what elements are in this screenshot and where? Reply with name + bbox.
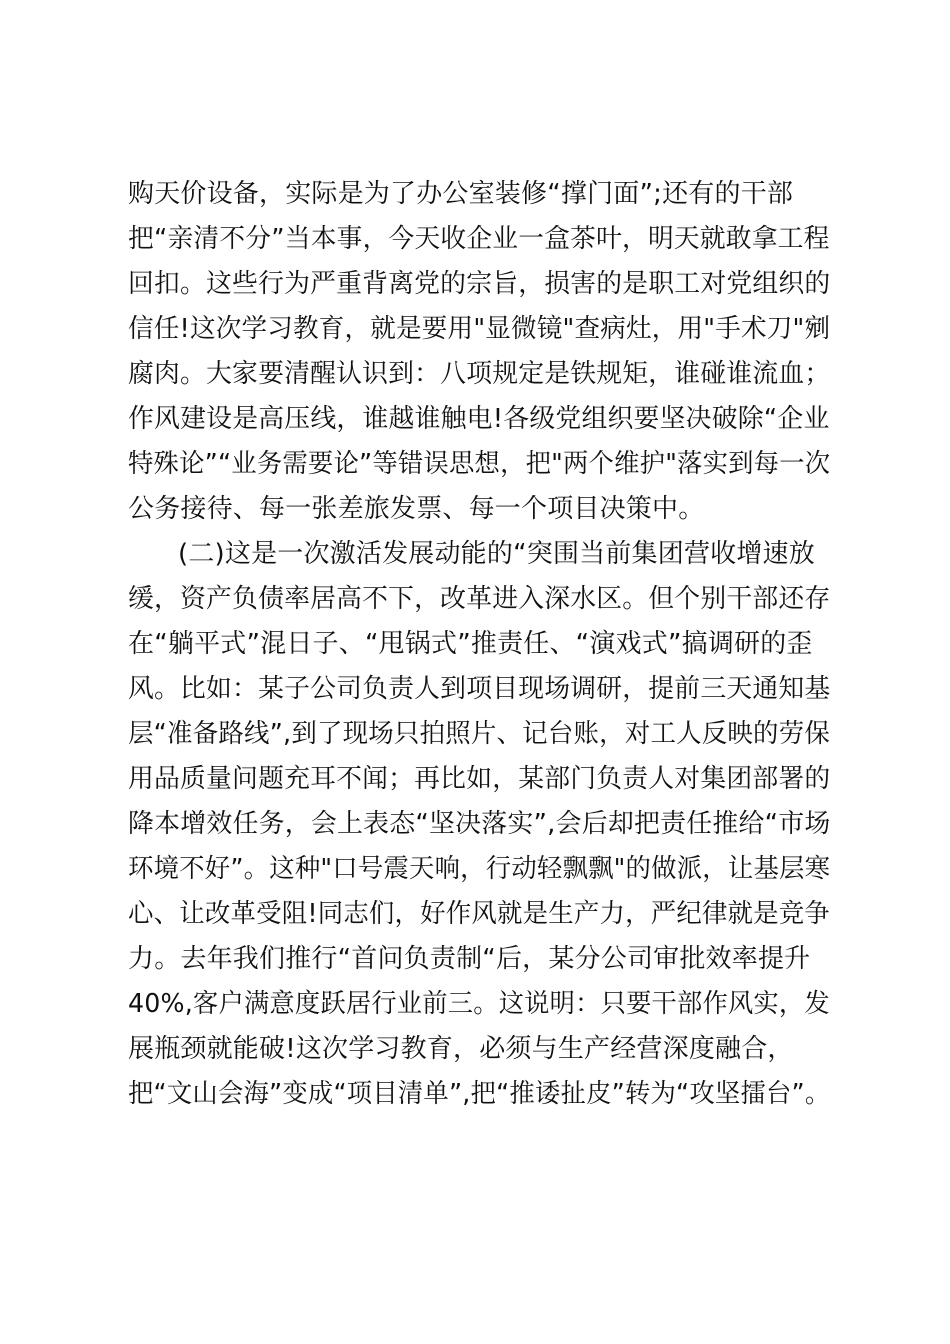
- text-line: 缓，资产负债率居高不下，改革进入深水区。但个别干部还存: [128, 584, 831, 614]
- text-line: 公务接待、每一张差旅发票、每一个项目决策中。: [128, 494, 705, 524]
- text-line: 作风建设是高压线，谁越谁触电!各级党组织要坚决破除“企业: [128, 404, 830, 434]
- text-line: 风。比如：某子公司负责人到项目现场调研，提前三天通知基: [128, 674, 831, 704]
- text-line: 腐肉。大家要清醒认识到：八项规定是铁规矩，谁碰谁流血；: [128, 359, 831, 389]
- text-line: 用品质量问题充耳不闻；再比如，某部门负责人对集团部署的: [128, 764, 831, 794]
- text-line: 把“文山会海”变成“项目清单”,把“推诿扯皮”转为“攻坚擂台”。: [128, 1079, 831, 1109]
- text-line: 把“亲清不分”当本事，今天收企业一盒茶叶，明天就敢拿工程: [128, 224, 830, 254]
- paragraph-start-line: (二)这是一次激活发展动能的“突围当前集团营收增速放: [178, 539, 815, 569]
- text-line: 购天价设备，实际是为了办公室装修“撑门面”;还有的干部: [128, 179, 794, 209]
- text-line: 信任!这次学习教育，就是要用"显微镜"查病灶，用"手术刀"剜: [128, 314, 831, 344]
- text-line: 环境不好”。这种"口号震天响，行动轻飘飘"的做派，让基层寒: [128, 854, 831, 884]
- text-line: 特殊论”“业务需要论”等错误思想，把"两个维护"落实到每一次: [128, 449, 831, 479]
- text-line: 展瓶颈就能破!这次学习教育，必须与生产经营深度融合，: [128, 1034, 794, 1064]
- text-line: 降本增效任务，会上表态“坚决落实”,会后却把责任推给“市场: [128, 809, 831, 839]
- text-line: 层“准备路线”,到了现场只拍照片、记台账，对工人反映的劳保: [128, 719, 831, 749]
- text-line: 在“躺平式”混日子、“甩锅式”推责任、“演戏式”搞调研的歪: [128, 629, 813, 659]
- text-line: 心、让改革受阻!同志们，好作风就是生产力，严纪律就是竞争: [128, 899, 831, 929]
- text-line: 力。去年我们推行“首问负责制“后，某分公司审批效率提升: [128, 944, 811, 974]
- text-line: 40%,客户满意度跃居行业前三。这说明：只要干部作风实，发: [128, 989, 830, 1019]
- text-line: 回扣。这些行为严重背离党的宗旨，损害的是职工对党组织的: [128, 269, 831, 299]
